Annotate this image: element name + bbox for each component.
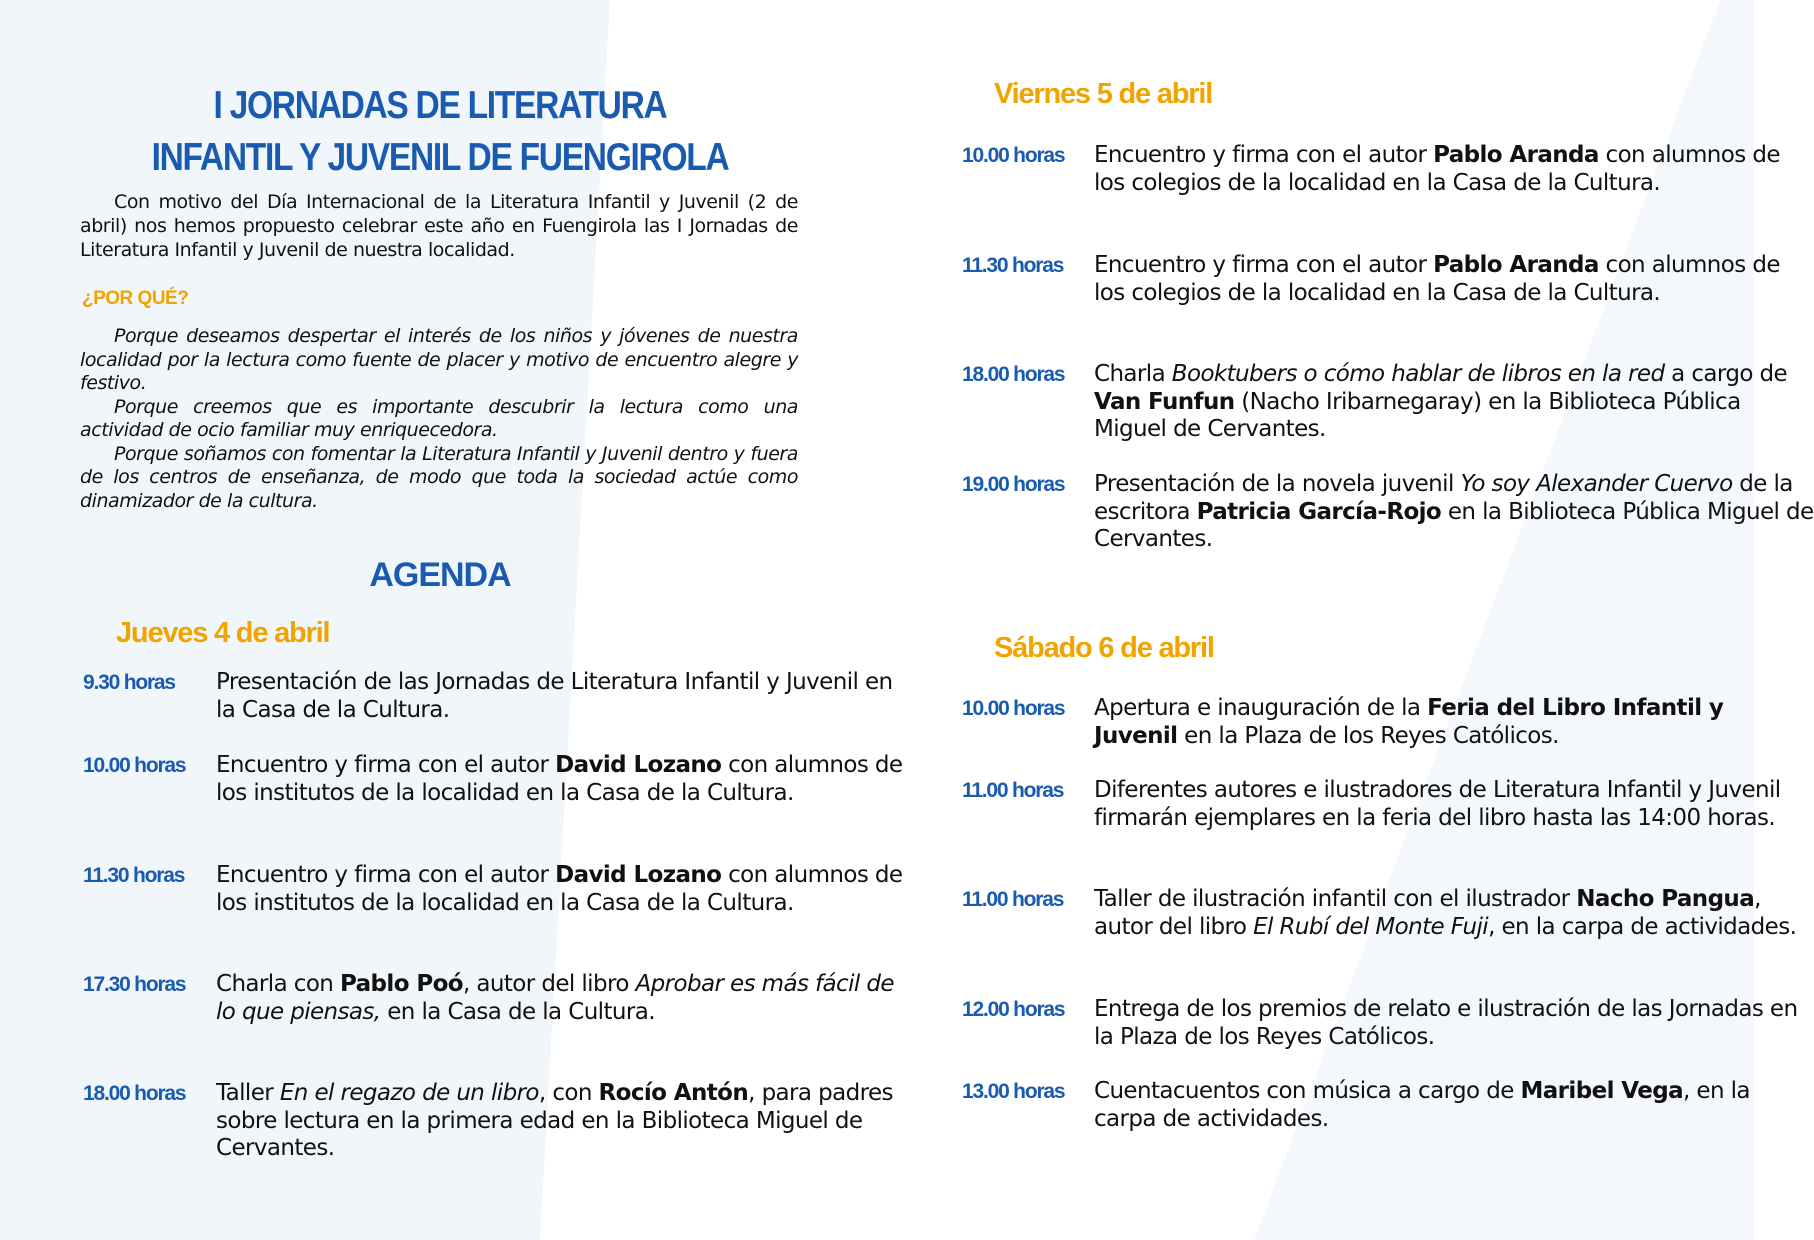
event-time: 19.00 horas xyxy=(962,473,1065,496)
event-description xyxy=(216,752,906,807)
text-run: Presentación de la novela juvenil xyxy=(1094,471,1461,497)
text-run: , para padres sobre lectura en la primera edad en la Biblioteca Miguel de Cervantes. xyxy=(216,1080,893,1161)
text-run: Charla xyxy=(1094,361,1172,387)
bold-text: Rocío Antón xyxy=(598,1080,749,1106)
text-run: en la Biblioteca Pública Miguel de Cervantes. xyxy=(1094,498,1814,552)
bold-text: Van Funfun xyxy=(1094,388,1235,415)
text-run: en la Casa de la Cultura. xyxy=(380,998,655,1025)
title-line-1: I JORNADAS DE LITERATURA xyxy=(213,84,667,127)
text-run: , autor del libro xyxy=(462,971,636,997)
day-heading-thursday: Jueves 4 de abril xyxy=(116,617,330,649)
event-time: 18.00 horas xyxy=(83,1082,186,1105)
why-paragraph: Porque soñamos con fomentar la Literatura Infantil y Juvenil dentro y fuera de los centros de enseñanza, de modo que toda la sociedad actúe como dinamizador de la cultura. xyxy=(80,442,798,512)
event-description xyxy=(216,971,906,1026)
bold-text: David Lozano xyxy=(555,752,722,778)
text-run: Encuentro y firma con el autor xyxy=(216,752,556,778)
text-run: , en la carpa de actividades. xyxy=(1488,913,1797,940)
text-run: a cargo de xyxy=(1664,361,1788,387)
italic-text: Booktubers o cómo hablar de libros en la red xyxy=(1171,361,1665,387)
event-description xyxy=(216,1080,906,1163)
event-description xyxy=(1094,777,1814,832)
event-description xyxy=(1094,471,1814,554)
text-run: , con xyxy=(538,1080,599,1106)
day-heading-friday: Viernes 5 de abril xyxy=(994,78,1213,110)
page-title xyxy=(113,80,767,184)
event-time: 9.30 horas xyxy=(83,671,175,694)
event-description xyxy=(1094,1078,1814,1133)
why-section xyxy=(80,325,798,513)
italic-text: Aprobar es más fácil de lo que piensas, xyxy=(216,971,894,1025)
text-run: Encuentro y firma con el autor xyxy=(1094,252,1434,278)
text-run: de la escritora xyxy=(1094,471,1793,525)
bold-text: Feria del Libro Infantil y Juvenil xyxy=(1094,695,1724,749)
event-description xyxy=(1094,142,1814,197)
text-run: , en la carpa de actividades. xyxy=(1094,1078,1750,1132)
italic-text: El Rubí del Monte Fuji xyxy=(1253,913,1489,940)
event-time: 11.30 horas xyxy=(962,254,1064,277)
event-description xyxy=(216,669,906,724)
agenda-heading: AGENDA xyxy=(369,556,511,594)
text-run: con alumnos de los colegios de la localidad en la Casa de la Cultura. xyxy=(1094,142,1780,196)
bold-text: Pablo Aranda xyxy=(1433,142,1599,168)
text-run: Taller de ilustración infantil con el ilustrador xyxy=(1094,886,1577,912)
event-description xyxy=(1094,695,1814,750)
text-run: en la Plaza de los Reyes Católicos. xyxy=(1177,722,1559,749)
italic-text: En el regazo de un libro xyxy=(279,1080,539,1106)
text-run: Presentación de las Jornadas de Literatura Infantil y Juvenil en la Casa de la Cultura. xyxy=(216,669,893,723)
event-time: 11.00 horas xyxy=(962,779,1064,802)
event-time: 10.00 horas xyxy=(962,697,1065,720)
text-run: Apertura e inauguración de la xyxy=(1094,695,1428,721)
event-time: 10.00 horas xyxy=(83,754,186,777)
event-description xyxy=(1094,886,1814,941)
bold-text: Patricia García-Rojo xyxy=(1196,498,1442,525)
event-time: 11.00 horas xyxy=(962,888,1064,911)
day-heading-saturday: Sábado 6 de abril xyxy=(994,632,1214,664)
bold-text: David Lozano xyxy=(555,862,722,888)
event-description xyxy=(1094,252,1814,307)
event-description xyxy=(216,862,906,917)
text-run: Diferentes autores e ilustradores de Literatura Infantil y Juvenil firmarán ejemplares en la feria del libro hasta las 14:00 horas. xyxy=(1094,777,1781,831)
text-run: con alumnos de los colegios de la localidad en la Casa de la Cultura. xyxy=(1094,252,1780,306)
bold-text: Pablo Poó xyxy=(340,971,463,997)
text-run: Encuentro y firma con el autor xyxy=(216,862,556,888)
text-run: con alumnos de los institutos de la localidad en la Casa de la Cultura. xyxy=(216,862,903,916)
event-time: 13.00 horas xyxy=(962,1080,1065,1103)
text-run: , autor del libro xyxy=(1094,886,1761,940)
why-paragraph: Porque deseamos despertar el interés de los niños y jóvenes de nuestra localidad por la lectura como fuente de placer y motivo de encuentro alegre y festivo. xyxy=(80,325,798,394)
intro-paragraph: Con motivo del Día Internacional de la Literatura Infantil y Juvenil (2 de abril) nos hemos propuesto celebrar este año en Fuengirola las I Jornadas de Literatura Infantil y Juvenil de nuestra localidad. xyxy=(80,191,798,261)
text-run: con alumnos de los institutos de la localidad en la Casa de la Cultura. xyxy=(216,752,903,806)
text-run: Taller xyxy=(216,1080,280,1106)
why-paragraph: Porque creemos que es importante descubrir la lectura como una actividad de ocio familiar muy enriquecedora. xyxy=(80,395,798,441)
bold-text: Nacho Pangua xyxy=(1576,886,1755,912)
event-description xyxy=(1094,996,1814,1051)
italic-text: Yo soy Alexander Cuervo xyxy=(1460,471,1733,497)
event-time: 10.00 horas xyxy=(962,144,1065,167)
event-description xyxy=(1094,361,1814,444)
event-time: 17.30 horas xyxy=(83,973,186,996)
text-run: Charla con xyxy=(216,971,340,997)
text-run: (Nacho Iribarnegaray) en la Biblioteca Pública Miguel de Cervantes. xyxy=(1094,388,1741,442)
event-time: 11.30 horas xyxy=(83,864,185,887)
event-time: 18.00 horas xyxy=(962,363,1065,386)
bold-text: Maribel Vega xyxy=(1520,1078,1683,1104)
text-run: Cuentacuentos con música a cargo de xyxy=(1094,1078,1521,1104)
event-time: 12.00 horas xyxy=(962,998,1065,1021)
text-run: Entrega de los premios de relato e ilustración de las Jornadas en la Plaza de los Reyes Católicos. xyxy=(1094,996,1798,1050)
title-line-2: INFANTIL Y JUVENIL DE FUENGIROLA xyxy=(151,136,729,179)
bold-text: Pablo Aranda xyxy=(1433,252,1599,278)
why-heading: ¿POR QUÉ? xyxy=(82,288,189,309)
text-run: Encuentro y firma con el autor xyxy=(1094,142,1434,168)
